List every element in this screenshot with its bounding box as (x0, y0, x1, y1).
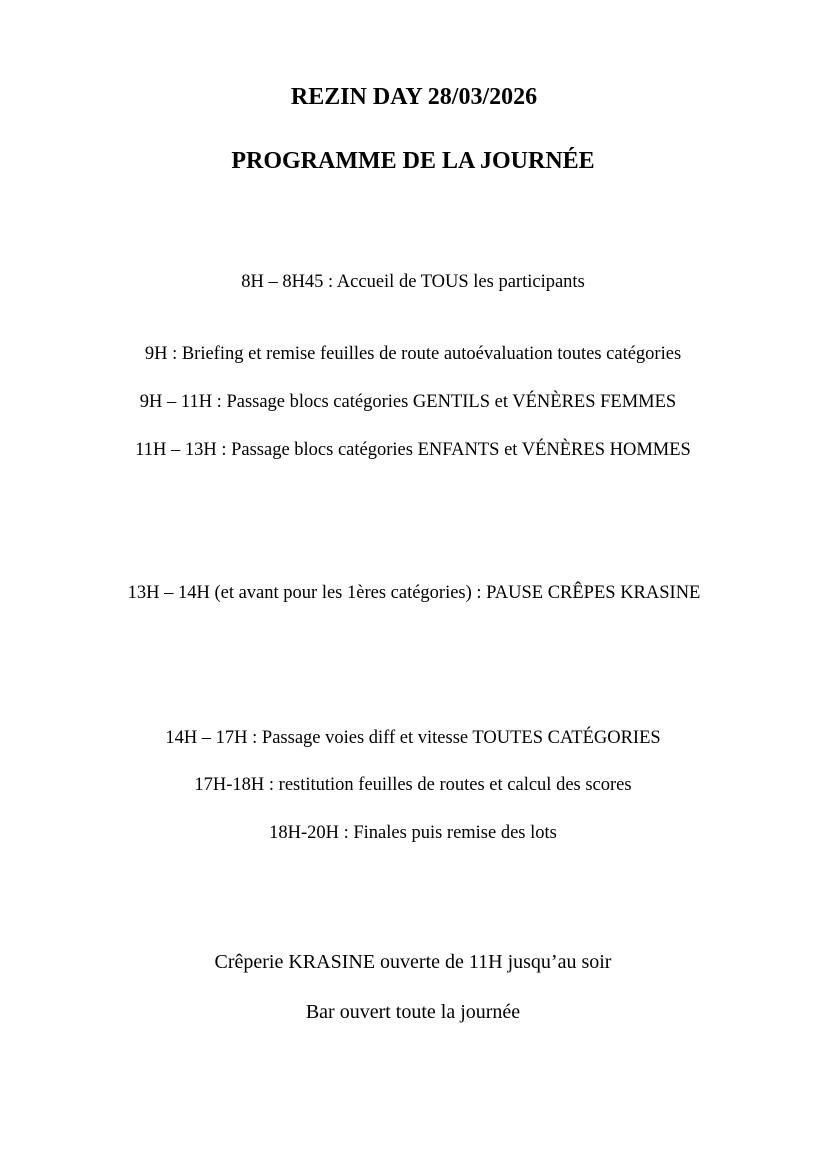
schedule-item-finals: 18H-20H : Finales puis remise des lots (269, 823, 557, 843)
schedule-item-bouldering-gentils-femmes: 9H – 11H : Passage blocs catégories GENTILS et VÉNÈRES FEMMES (139, 392, 677, 412)
creperie-note: Crêperie KRASINE ouverte de 11H jusqu’au soir (214, 951, 612, 973)
document-subtitle: PROGRAMME DE LA JOURNÉE (231, 148, 595, 174)
bar-note: Bar ouvert toute la journée (305, 1001, 521, 1023)
schedule-item-crepe-break: 13H – 14H (et avant pour les 1ères catégories) : PAUSE CRÊPES KRASINE (127, 583, 701, 603)
schedule-item-welcome: 8H – 8H45 : Accueil de TOUS les participants (241, 272, 585, 292)
schedule-item-bouldering-enfants-hommes: 11H – 13H : Passage blocs catégories ENFANTS et VÉNÈRES HOMMES (135, 440, 691, 460)
schedule-item-lead-speed: 14H – 17H : Passage voies diff et vitesse TOUTES CATÉGORIES (165, 728, 661, 748)
schedule-item-scoring: 17H-18H : restitution feuilles de routes et calcul des scores (194, 775, 632, 795)
document-title: REZIN DAY 28/03/2026 (290, 84, 538, 110)
schedule-item-briefing: 9H : Briefing et remise feuilles de route autoévaluation toutes catégories (144, 344, 682, 364)
